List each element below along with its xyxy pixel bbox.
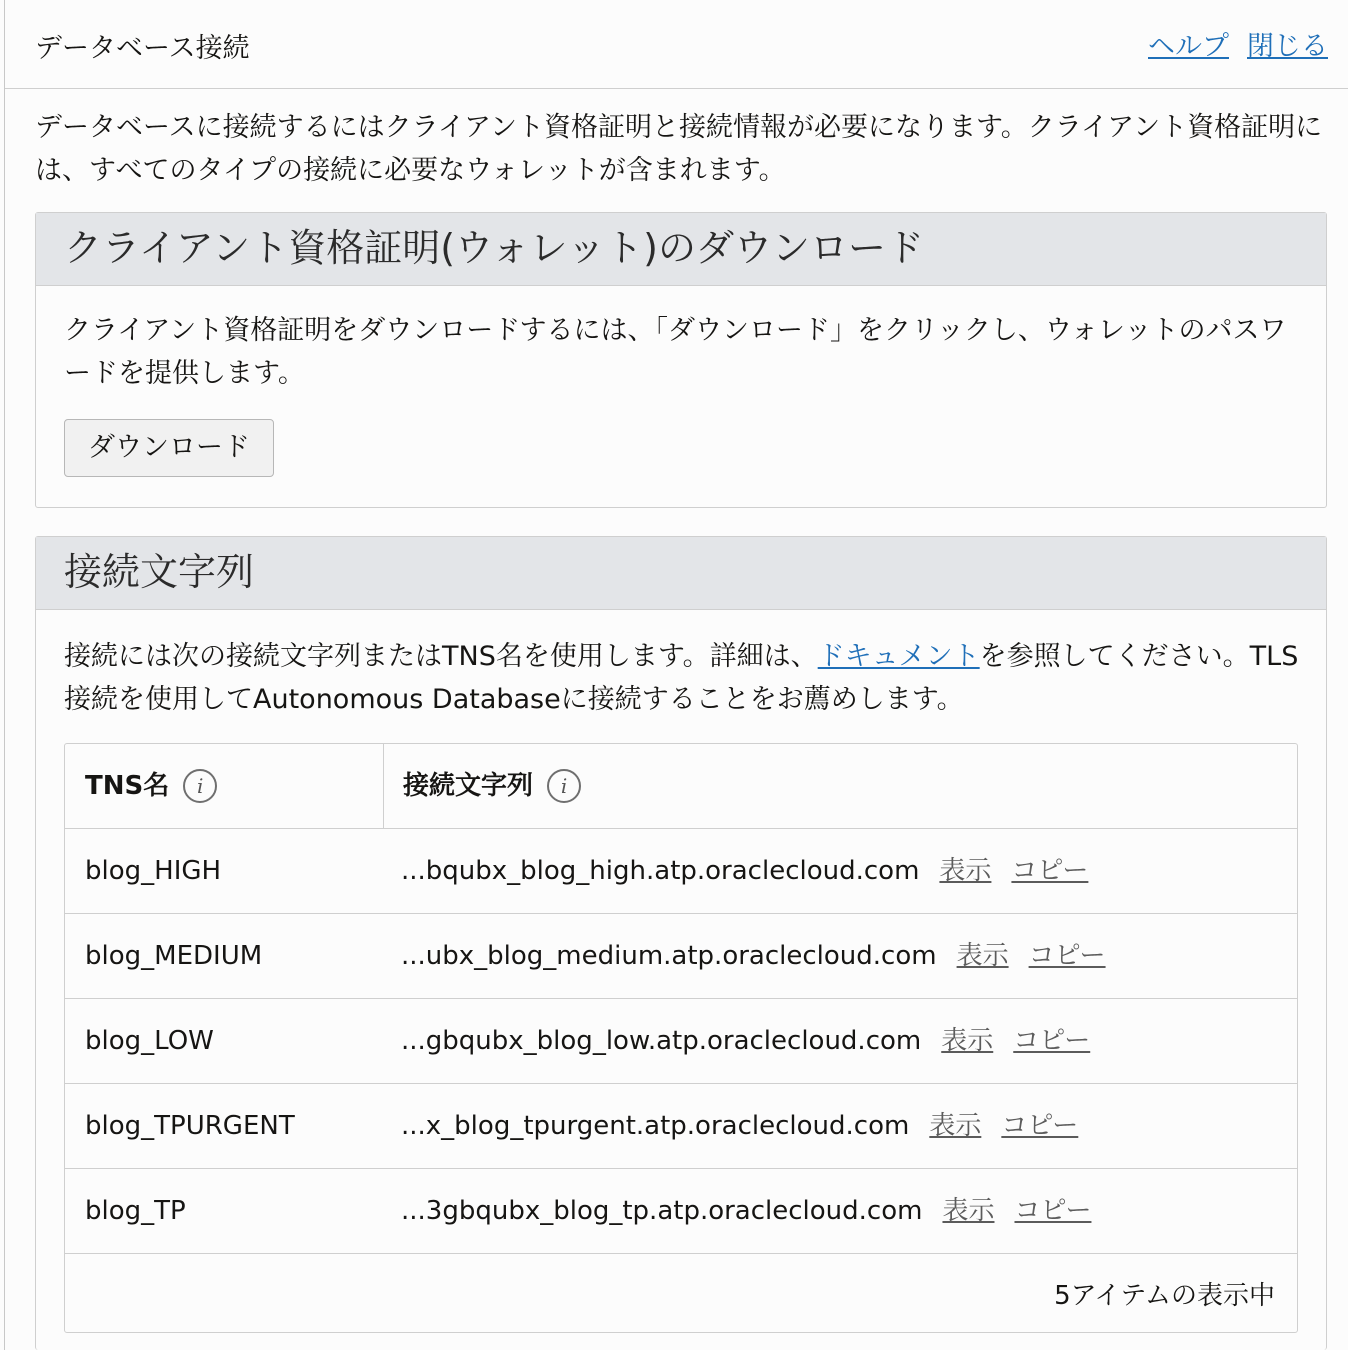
column-header-connection-label: 接続文字列: [403, 771, 534, 801]
tns-name: blog_TP: [85, 1196, 186, 1226]
wallet-description: クライアント資格証明をダウンロードするには、「ダウンロード」をクリックし、ウォレットのパスワードを提供します。: [64, 315, 1287, 389]
connection-description: [64, 635, 1304, 721]
help-link[interactable]: ヘルプ: [1148, 31, 1229, 62]
wallet-download-panel: [35, 212, 1327, 508]
dialog-title: データベース接続: [35, 33, 250, 64]
dialog-header: [5, 0, 1348, 89]
connection-desc-before: 接続には次の接続文字列またはTNS名を使用します。詳細は、: [64, 641, 818, 672]
tns-name: blog_LOW: [85, 1026, 214, 1056]
item-count: 5アイテムの表示中: [1054, 1281, 1275, 1311]
connection-strings-panel: [35, 536, 1327, 1350]
tns-name: blog_TPURGENT: [85, 1111, 295, 1141]
connection-string-cell: [401, 1084, 1078, 1168]
wallet-panel-heading: クライアント資格証明(ウォレット)のダウンロード: [36, 213, 1326, 286]
column-divider[interactable]: [383, 744, 384, 828]
connection-string-cell: [401, 1169, 1091, 1253]
connection-string: ...bqubx_blog_high.atp.oraclecloud.com: [401, 856, 920, 886]
documentation-link[interactable]: ドキュメント: [817, 641, 980, 672]
column-header-tns-label: TNS名: [85, 771, 170, 801]
download-button[interactable]: ダウンロード: [64, 419, 274, 477]
column-header-tns: [85, 744, 217, 828]
column-header-connection: [403, 744, 581, 828]
connection-table: [64, 743, 1298, 1333]
copy-link[interactable]: コピー: [1014, 1196, 1092, 1226]
show-link[interactable]: 表示: [939, 856, 992, 886]
header-links: [1130, 24, 1328, 63]
table-row: [65, 914, 1297, 999]
connection-string: ...ubx_blog_medium.atp.oraclecloud.com: [401, 941, 937, 971]
close-link[interactable]: 閉じる: [1247, 31, 1328, 62]
table-row: [65, 1084, 1297, 1169]
show-link[interactable]: 表示: [929, 1111, 982, 1141]
table-row: [65, 829, 1297, 914]
show-link[interactable]: 表示: [941, 1026, 994, 1056]
tns-name: blog_MEDIUM: [85, 941, 263, 971]
copy-link[interactable]: コピー: [1028, 941, 1106, 971]
connection-panel-heading: 接続文字列: [36, 537, 1326, 610]
show-link[interactable]: 表示: [942, 1196, 995, 1226]
copy-link[interactable]: コピー: [1011, 856, 1089, 886]
connection-string: ...3gbqubx_blog_tp.atp.oraclecloud.com: [401, 1196, 923, 1226]
table-row: [65, 999, 1297, 1084]
info-icon[interactable]: i: [183, 769, 217, 803]
copy-link[interactable]: コピー: [1013, 1026, 1091, 1056]
connection-desc-after: を参照してください。TLS接続を使用してAutonomous Databaseに接続することをお薦めします。: [64, 641, 1299, 715]
table-row: [65, 1169, 1297, 1254]
intro-text: データベースに接続するにはクライアント資格証明と接続情報が必要になります。クライアント資格証明には、すべてのタイプの接続に必要なウォレットが含まれます。: [35, 112, 1323, 186]
connection-string: ...x_blog_tpurgent.atp.oraclecloud.com: [401, 1111, 910, 1141]
connection-string-cell: [401, 829, 1088, 913]
table-header: [65, 744, 1297, 829]
connection-string: ...gbqubx_blog_low.atp.oraclecloud.com: [401, 1026, 922, 1056]
connection-string-cell: [401, 914, 1106, 998]
copy-link[interactable]: コピー: [1001, 1111, 1079, 1141]
database-connection-dialog: [4, 0, 1348, 1350]
connection-string-cell: [401, 999, 1090, 1083]
info-icon[interactable]: i: [547, 769, 581, 803]
table-footer: [65, 1254, 1297, 1338]
tns-name: blog_HIGH: [85, 856, 222, 886]
show-link[interactable]: 表示: [956, 941, 1009, 971]
